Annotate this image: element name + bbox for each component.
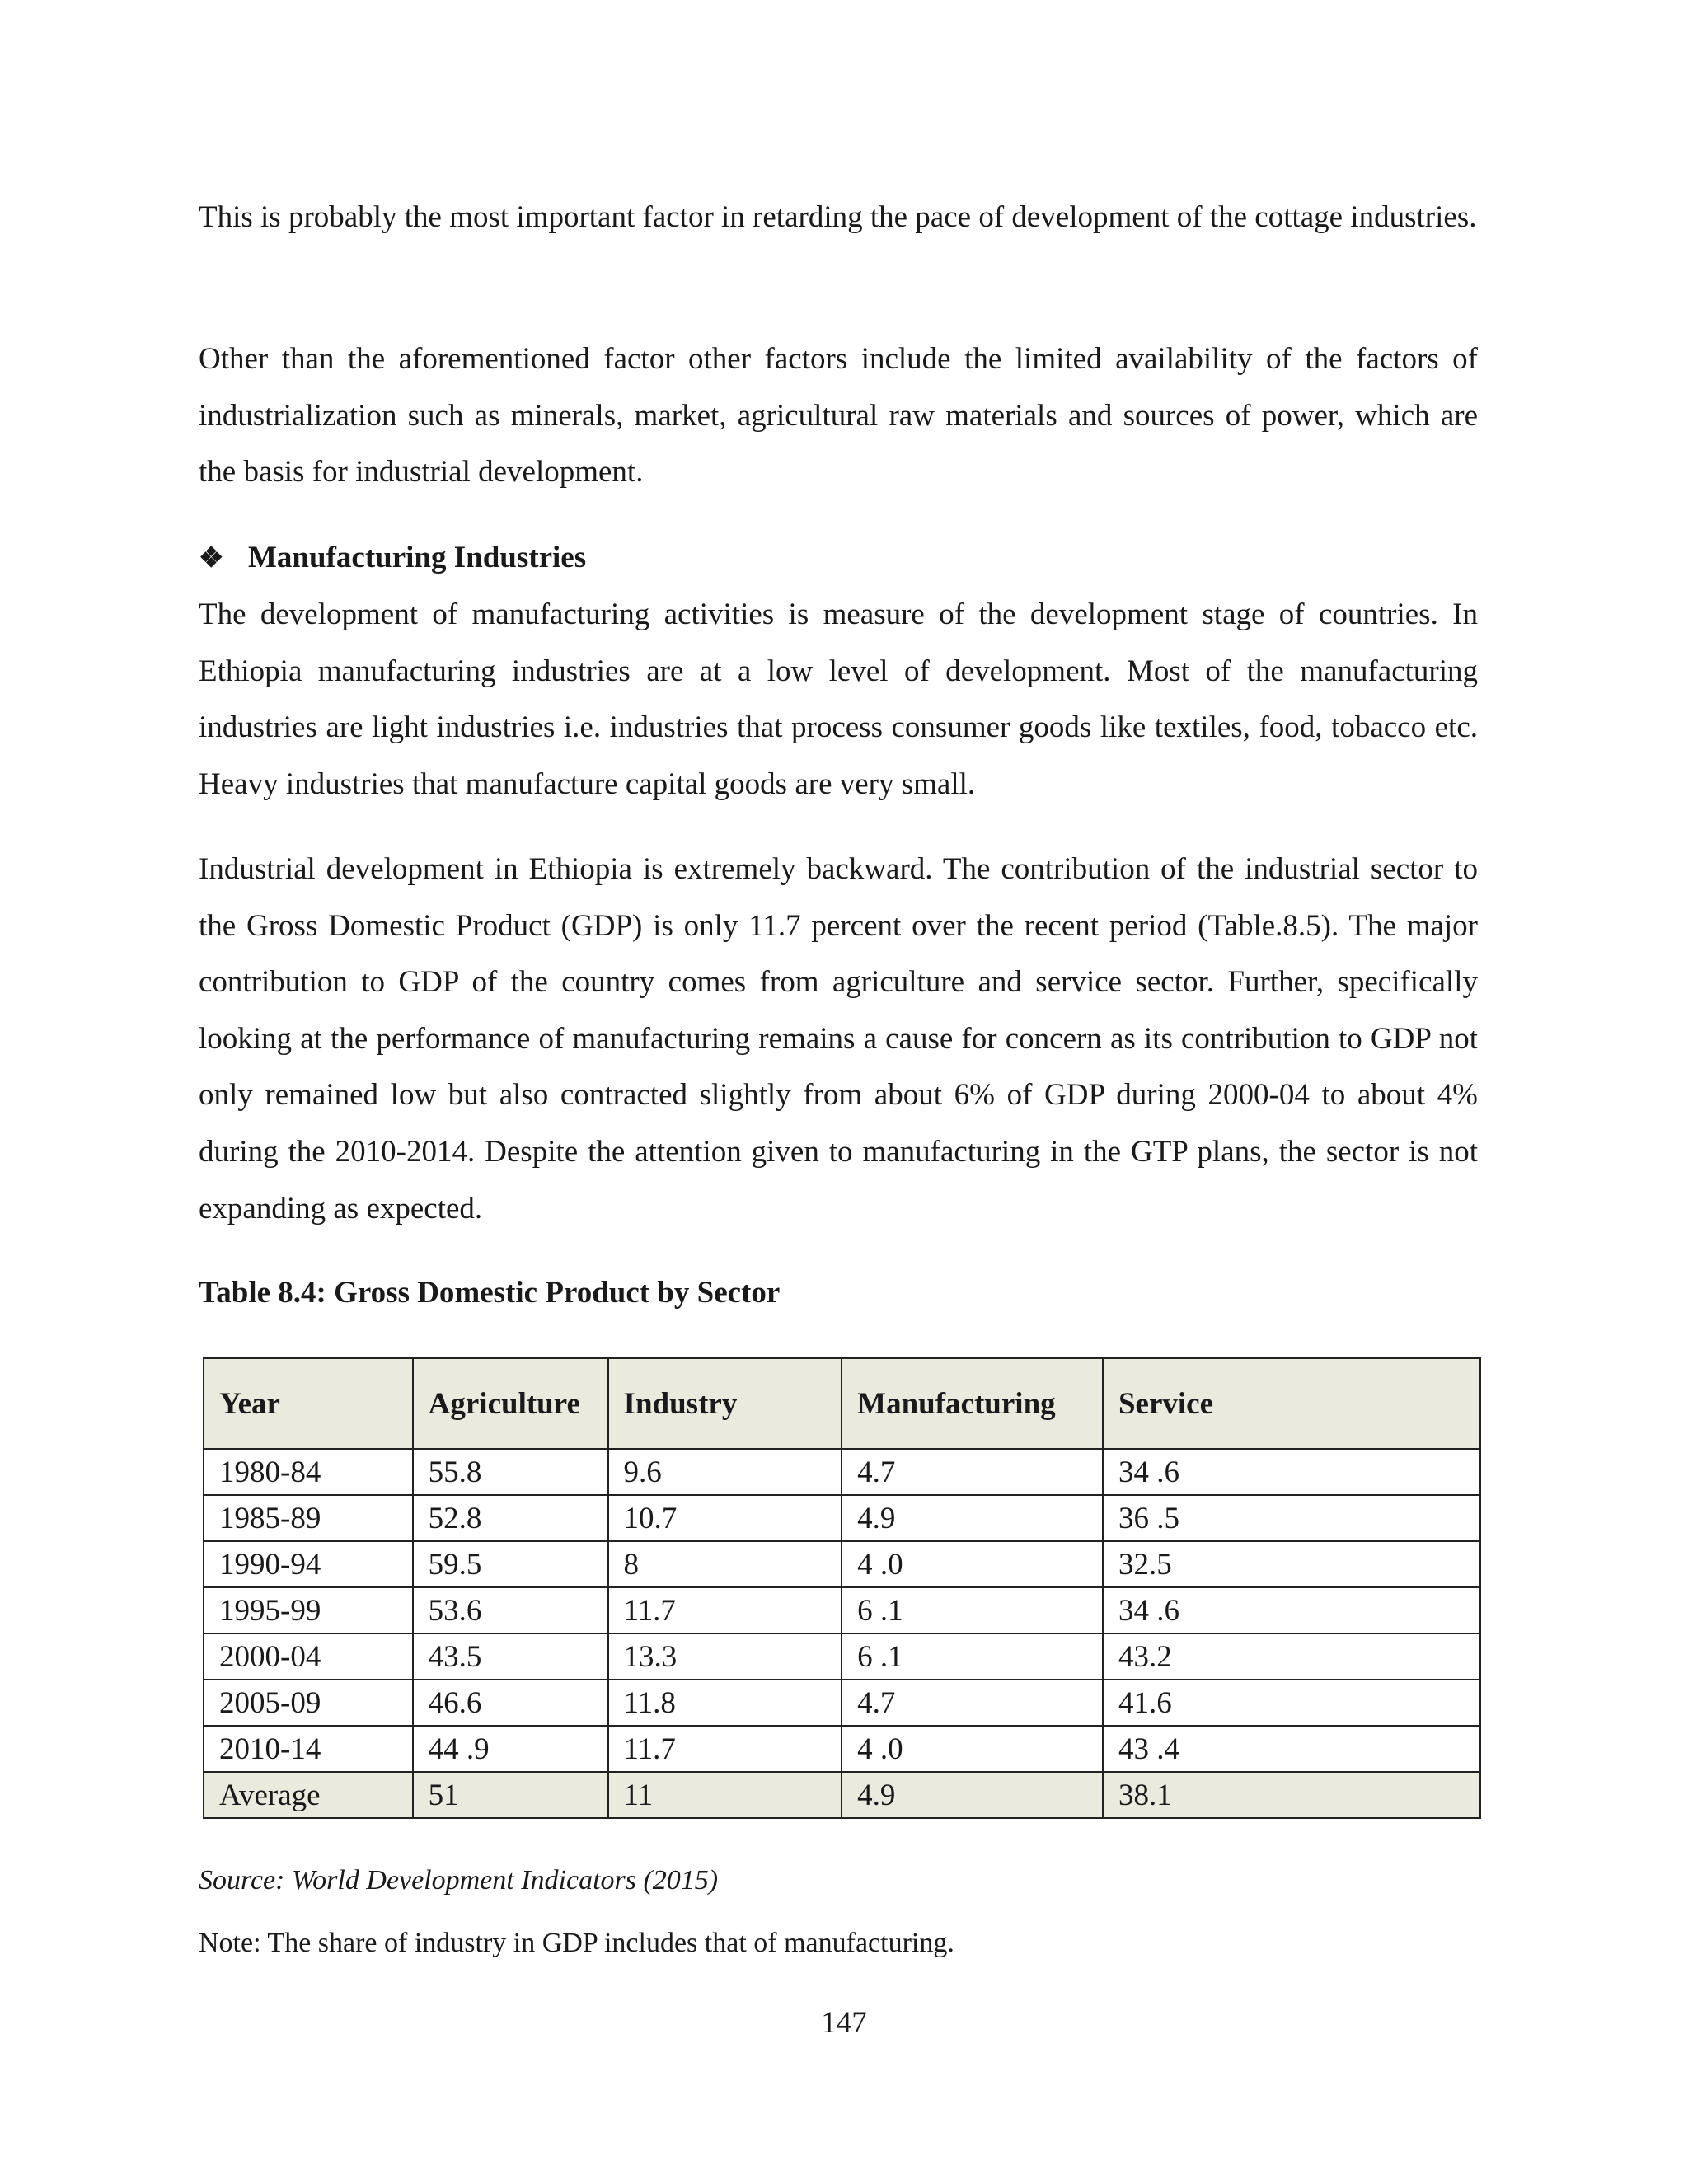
cell-manufacturing: 4.9 [842, 1772, 1103, 1818]
cell-year: 1985-89 [204, 1495, 413, 1541]
paragraph-cottage-industries: This is probably the most important factor in retarding the pace of development of the cottage industries. [199, 200, 1477, 234]
cell-industry: 10.7 [608, 1495, 842, 1541]
table-row [204, 1633, 1480, 1680]
header-manufacturing: Manufacturing [842, 1358, 1103, 1449]
cell-industry: 8 [608, 1541, 842, 1587]
table-row [204, 1587, 1480, 1633]
header-service: Service [1103, 1358, 1480, 1449]
cell-industry: 11.7 [608, 1587, 842, 1633]
paragraph-manufacturing-development: The development of manufacturing activities is measure of the development stage of countries. In Ethiopia manufacturing industries are at a low level of development. Most of the manufacturing industries are light industries i.e. industries that process consumer goods like textiles, food, tobacco etc. Heavy industries that manufacture capital goods are very small. [199, 598, 1478, 801]
cell-year: 1995-99 [204, 1587, 413, 1633]
cell-industry: 9.6 [608, 1449, 842, 1495]
cell-agriculture: 55.8 [413, 1449, 608, 1495]
cell-manufacturing: 4 .0 [842, 1726, 1103, 1772]
cell-service: 34 .6 [1103, 1587, 1480, 1633]
cell-service: 43 .4 [1103, 1726, 1480, 1772]
cell-agriculture: 52.8 [413, 1495, 608, 1541]
section-heading-text: Manufacturing Industries [248, 541, 587, 574]
cell-industry: 11.8 [608, 1680, 842, 1726]
cell-year: 2010-14 [204, 1726, 413, 1772]
cell-manufacturing: 6 .1 [842, 1633, 1103, 1680]
paragraph-industrial-development: Industrial development in Ethiopia is extremely backward. The contribution of the industrial sector to the Gross Domestic Product (GDP) is only 11.7 percent over the recent period (Table.8.5). The major contribution to GDP of the country comes from agriculture and service sector. Further, specifically looking at the performance of manufacturing remains a cause for concern as its contribution to GDP not only remained low but also contracted slightly from about 6% of GDP during 2000-04 to about 4% during the 2010-2014. Despite the attention given to manufacturing in the GTP plans, the sector is not expanding as expected. [199, 852, 1478, 1226]
cell-service: 41.6 [1103, 1680, 1480, 1726]
cell-year: 1990-94 [204, 1541, 413, 1587]
page-number: 147 [821, 2006, 867, 2040]
cell-manufacturing: 4.7 [842, 1680, 1103, 1726]
cell-year: 2005-09 [204, 1680, 413, 1726]
header-industry: Industry [608, 1358, 842, 1449]
cell-service: 38.1 [1103, 1772, 1480, 1818]
cell-year: 2000-04 [204, 1633, 413, 1680]
cell-industry: 11.7 [608, 1726, 842, 1772]
table-row [204, 1541, 1480, 1587]
cell-agriculture: 44 .9 [413, 1726, 608, 1772]
table-row-average [204, 1772, 1480, 1818]
cell-agriculture: 46.6 [413, 1680, 608, 1726]
gdp-by-sector-table [203, 1357, 1481, 1819]
paragraph-other-factors: Other than the aforementioned factor other factors include the limited availability of the factors of industrialization such as minerals, market, agricultural raw materials and sources of power, which are the basis for industrial development. [199, 342, 1478, 490]
cell-service: 32.5 [1103, 1541, 1480, 1587]
cell-manufacturing: 6 .1 [842, 1587, 1103, 1633]
diamond-bullet-icon: ❖ [199, 543, 224, 574]
cell-manufacturing: 4 .0 [842, 1541, 1103, 1587]
cell-service: 43.2 [1103, 1633, 1480, 1680]
table-caption: Table 8.4: Gross Domestic Product by Sector [199, 1276, 781, 1310]
header-year: Year [204, 1358, 413, 1449]
cell-agriculture: 53.6 [413, 1587, 608, 1633]
cell-year: 1980-84 [204, 1449, 413, 1495]
cell-industry: 13.3 [608, 1633, 842, 1680]
cell-service: 34 .6 [1103, 1449, 1480, 1495]
cell-year: Average [204, 1772, 413, 1818]
cell-manufacturing: 4.7 [842, 1449, 1103, 1495]
cell-manufacturing: 4.9 [842, 1495, 1103, 1541]
table-row [204, 1495, 1480, 1541]
table-row [204, 1726, 1480, 1772]
cell-agriculture: 51 [413, 1772, 608, 1818]
section-heading-manufacturing [199, 530, 586, 588]
cell-service: 36 .5 [1103, 1495, 1480, 1541]
cell-agriculture: 59.5 [413, 1541, 608, 1587]
table-note: Note: The share of industry in GDP includes that of manufacturing. [199, 1928, 954, 1958]
table-source: Source: World Development Indicators (2015) [199, 1865, 719, 1896]
header-agriculture: Agriculture [413, 1358, 608, 1449]
table-header-row [204, 1358, 1480, 1449]
table-row [204, 1680, 1480, 1726]
table-row [204, 1449, 1480, 1495]
cell-agriculture: 43.5 [413, 1633, 608, 1680]
cell-industry: 11 [608, 1772, 842, 1818]
